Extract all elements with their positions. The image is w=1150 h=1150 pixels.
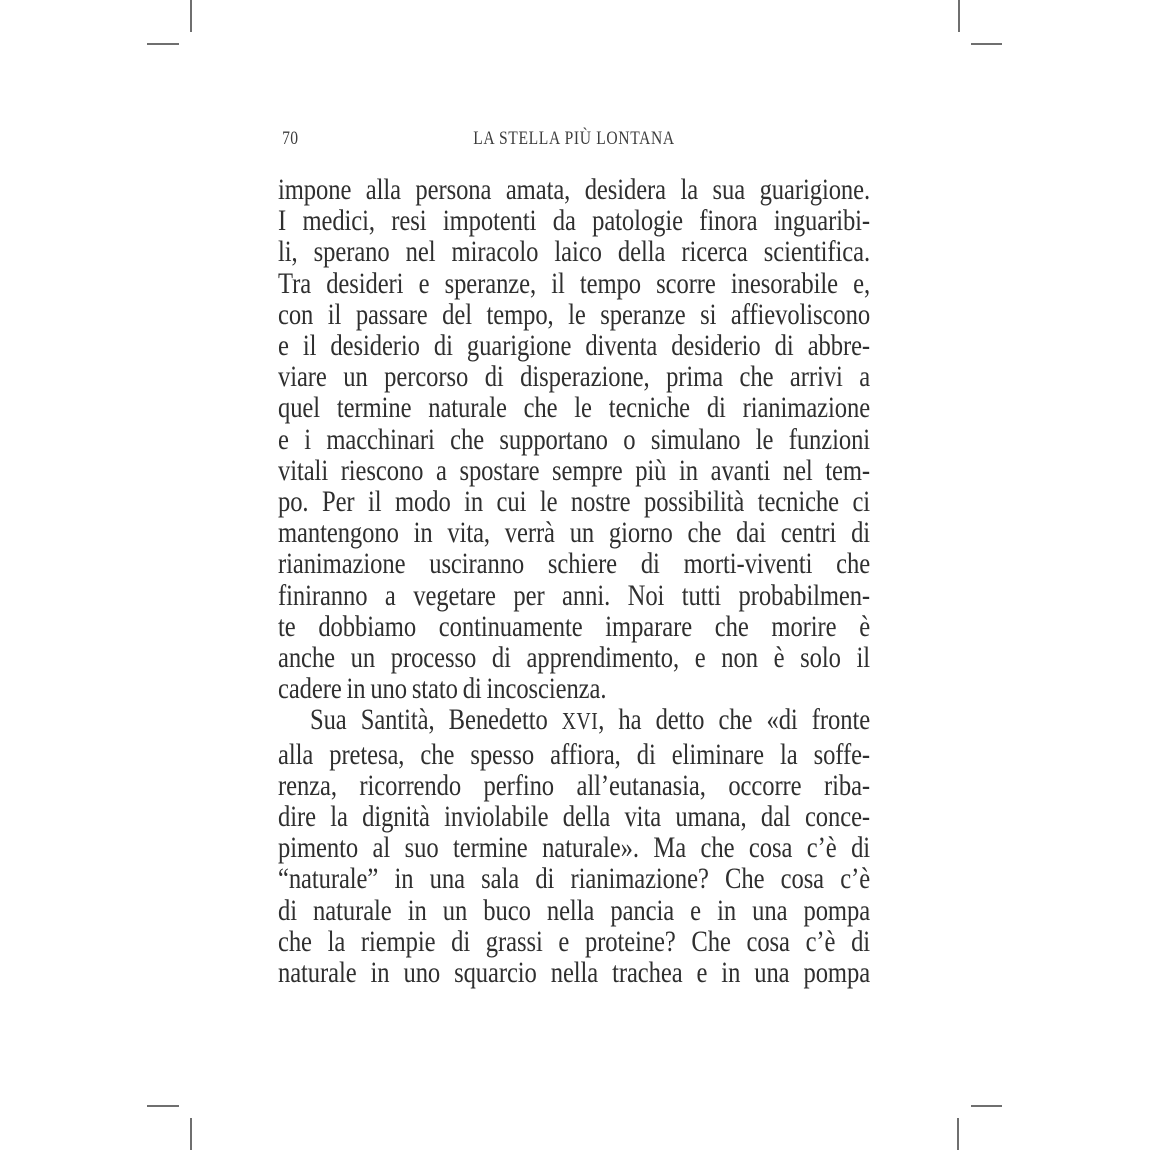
text-line: anche un processo di apprendimento, e non è solo il (278, 641, 871, 675)
text-line: pimento al suo termine naturale». Ma che cosa c’è di (278, 831, 871, 865)
text-line: alla pretesa, che spesso affiora, di eliminare la soffe- (278, 737, 871, 771)
text-line: vitali riescono a spostare sempre più in avanti nel tem- (278, 453, 871, 487)
text-line: “naturale” in una sala di rianimazione? Che cosa c’è (278, 862, 871, 896)
running-header (278, 126, 870, 152)
crop-mark-bottom-left-vertical (190, 1118, 192, 1150)
text-line: mantengono in vita, verrà un giorno che dai centri di (278, 516, 871, 550)
text-line: renza, ricorrendo perfino all’eutanasia, occorre riba- (278, 768, 871, 802)
text-line: cadere in uno stato di incoscienza. (278, 672, 607, 706)
text-line: impone alla persona amata, desidera la sua guarigione. (278, 173, 871, 206)
text-line: quel termine naturale che le tecniche di rianimazione (278, 391, 871, 425)
text-line: finiranno a vegetare per anni. Noi tutti probabilmen- (278, 578, 871, 612)
crop-mark-top-left-horizontal (147, 43, 179, 45)
text-line: viare un percorso di disperazione, prima che arrivi a (278, 360, 871, 394)
text-line: con il passare del tempo, le speranze si affievoliscono (278, 297, 871, 331)
text-column (278, 0, 870, 1150)
text-line: e il desiderio di guarigione diventa desiderio di abbre- (278, 329, 871, 363)
crop-mark-bottom-right-vertical (957, 1118, 959, 1150)
text-line: li, sperano nel miracolo laico della ricerca scientifica. (278, 235, 871, 269)
text-line: naturale in uno squarcio nella trachea e in una pompa (278, 956, 871, 990)
text-line: dire la dignità inviolabile della vita umana, dal conce- (278, 800, 871, 834)
text-line: Sua Santità, Benedetto XVI, ha detto che «di fronte (309, 703, 871, 737)
page-number: 70 (282, 128, 299, 149)
text-line: che la riempie di grassi e proteine? Che cosa c’è di (278, 924, 871, 958)
text-line: I medici, resi impotenti da patologie finora inguaribi- (278, 204, 871, 238)
text-line: te dobbiamo continuamente imparare che morire è (278, 609, 871, 643)
crop-mark-top-left-vertical (190, 0, 192, 32)
crop-mark-top-right-vertical (958, 0, 960, 32)
text-line: e i macchinari che supportano o simulano le funzioni (278, 422, 871, 456)
crop-mark-top-right-horizontal (971, 43, 1002, 45)
text-line: Tra desideri e speranze, il tempo scorre inesorabile e, (278, 266, 871, 300)
running-title: LA STELLA PIÙ LONTANA (473, 128, 675, 149)
text-line: rianimazione usciranno schiere di morti-viventi che (278, 547, 871, 581)
crop-mark-bottom-left-horizontal (147, 1105, 179, 1107)
text-line: di naturale in un buco nella pancia e in una pompa (278, 893, 871, 927)
small-caps-text: XVI (561, 709, 599, 736)
text-line: po. Per il modo in cui le nostre possibilità tecniche ci (278, 485, 871, 519)
body-text (278, 174, 870, 988)
crop-mark-bottom-right-horizontal (971, 1105, 1002, 1107)
